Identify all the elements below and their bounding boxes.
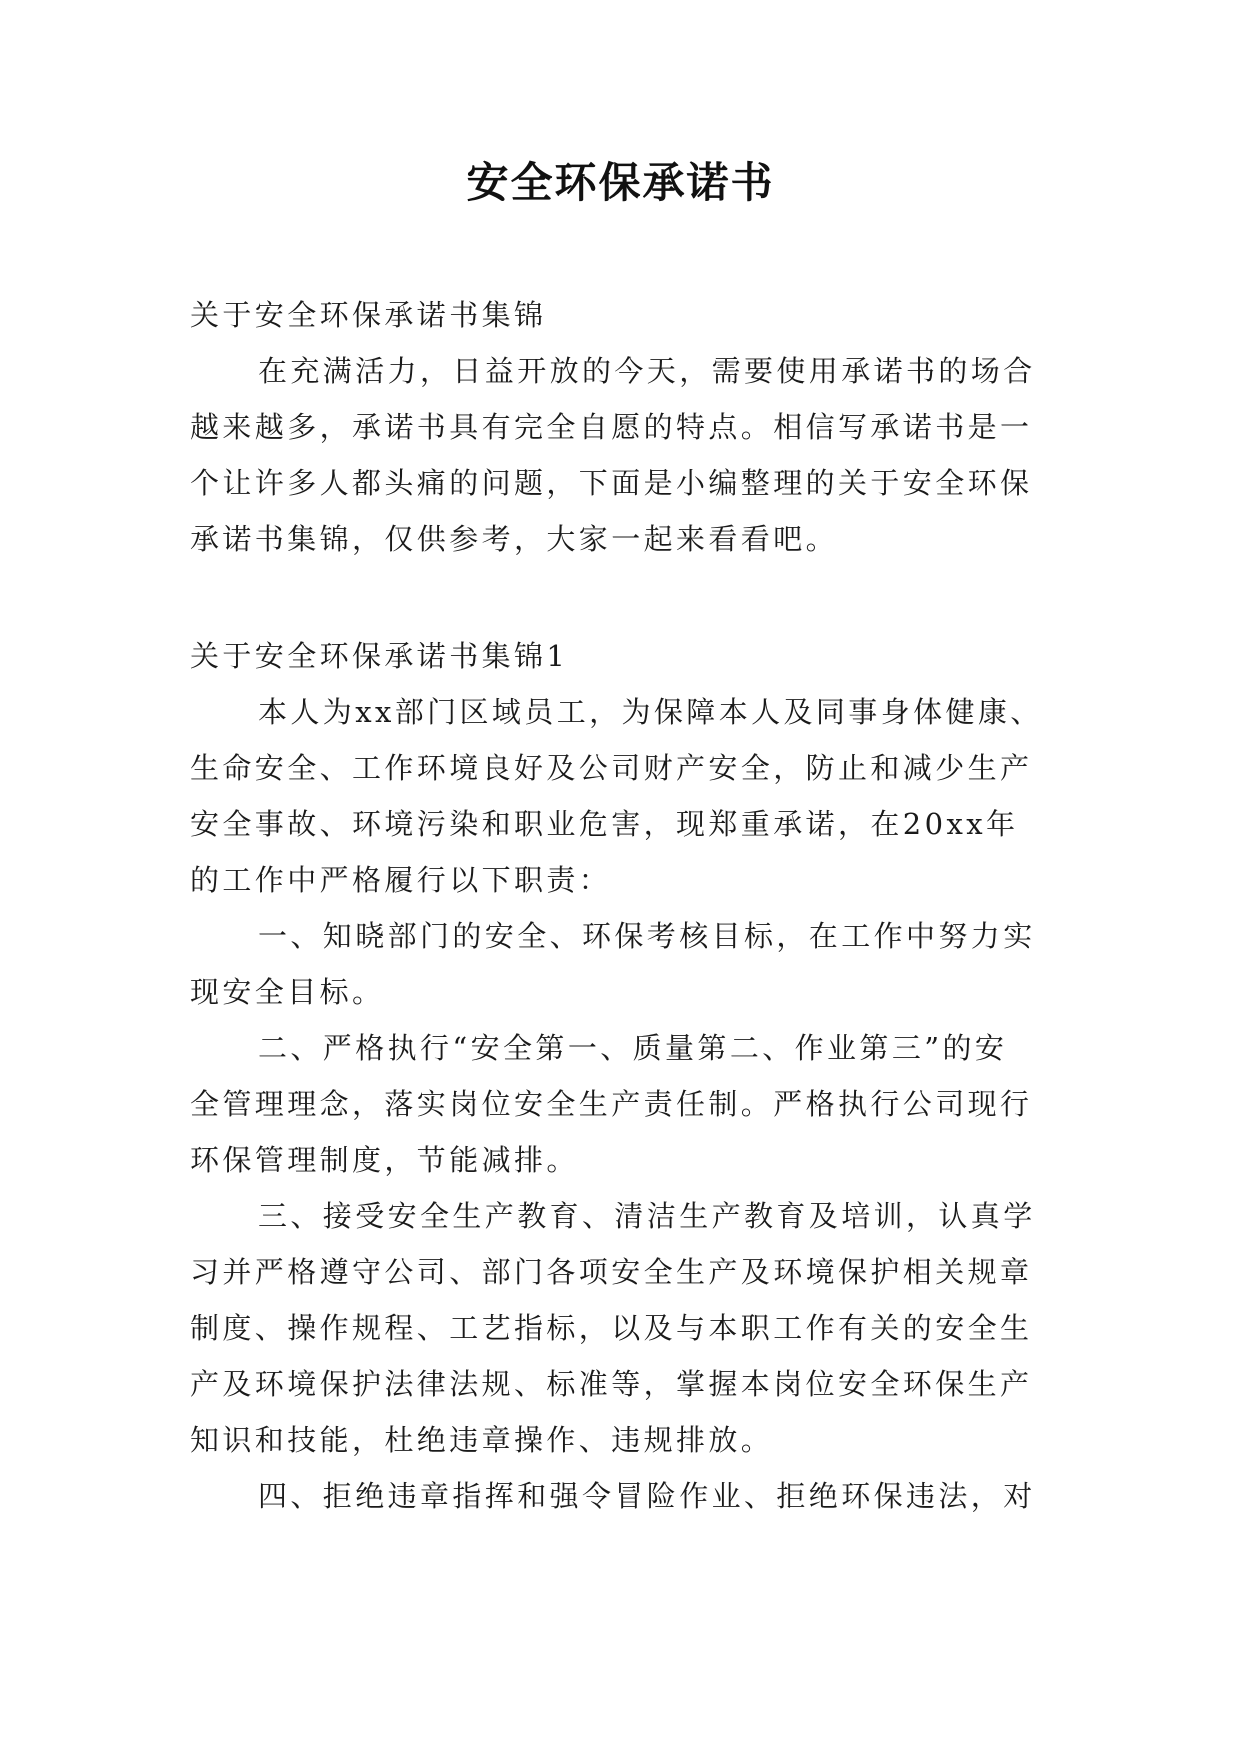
body-line: 习并严格遵守公司、部门各项安全生产及环境保护相关规章	[190, 1255, 1033, 1289]
body-line: 制度、操作规程、工艺指标，以及与本职工作有关的安全生	[190, 1311, 1033, 1345]
body-paragraph	[190, 1020, 1050, 1188]
body-paragraph	[190, 684, 1050, 908]
body-line: 三、接受安全生产教育、清洁生产教育及培训，认真学	[258, 1199, 1036, 1233]
body-line: 产及环境保护法律法规、标准等，掌握本岗位安全环保生产	[190, 1367, 1033, 1401]
body-paragraph	[190, 1188, 1050, 1468]
item-heading: 关于安全环保承诺书集锦1	[190, 639, 569, 673]
intro-line: 在充满活力，日益开放的今天，需要使用承诺书的场合	[258, 354, 1036, 388]
intro-paragraph	[190, 343, 1050, 567]
body-line: 全管理理念，落实岗位安全生产责任制。严格执行公司现行	[190, 1087, 1033, 1121]
body-line: 现安全目标。	[190, 975, 385, 1009]
body-paragraph	[190, 908, 1050, 1020]
intro-line: 越来越多，承诺书具有完全自愿的特点。相信写承诺书是一	[190, 410, 1033, 444]
body-line: 安全事故、环境污染和职业危害，现郑重承诺，在20xx年	[190, 807, 1019, 841]
commitment-body	[190, 684, 1050, 1524]
intro-line: 承诺书集锦，仅供参考，大家一起来看看吧。	[190, 522, 839, 556]
body-line: 的工作中严格履行以下职责：	[190, 863, 612, 897]
section-heading: 关于安全环保承诺书集锦	[190, 298, 547, 332]
body-line: 环保管理制度，节能减排。	[190, 1143, 579, 1177]
body-line: 一、知晓部门的安全、环保考核目标，在工作中努力实	[258, 919, 1036, 953]
body-line: 二、严格执行“安全第一、质量第二、作业第三”的安	[258, 1031, 1008, 1065]
document-title: 安全环保承诺书	[466, 158, 775, 207]
body-line: 四、拒绝违章指挥和强令冒险作业、拒绝环保违法，对	[258, 1479, 1036, 1513]
body-line: 本人为xx部门区域员工，为保障本人及同事身体健康、	[258, 695, 1043, 729]
intro-line: 个让许多人都头痛的问题，下面是小编整理的关于安全环保	[190, 466, 1033, 500]
body-paragraph	[190, 1468, 1050, 1524]
body-line: 生命安全、工作环境良好及公司财产安全，防止和减少生产	[190, 751, 1033, 785]
body-line: 知识和技能，杜绝违章操作、违规排放。	[190, 1423, 774, 1457]
